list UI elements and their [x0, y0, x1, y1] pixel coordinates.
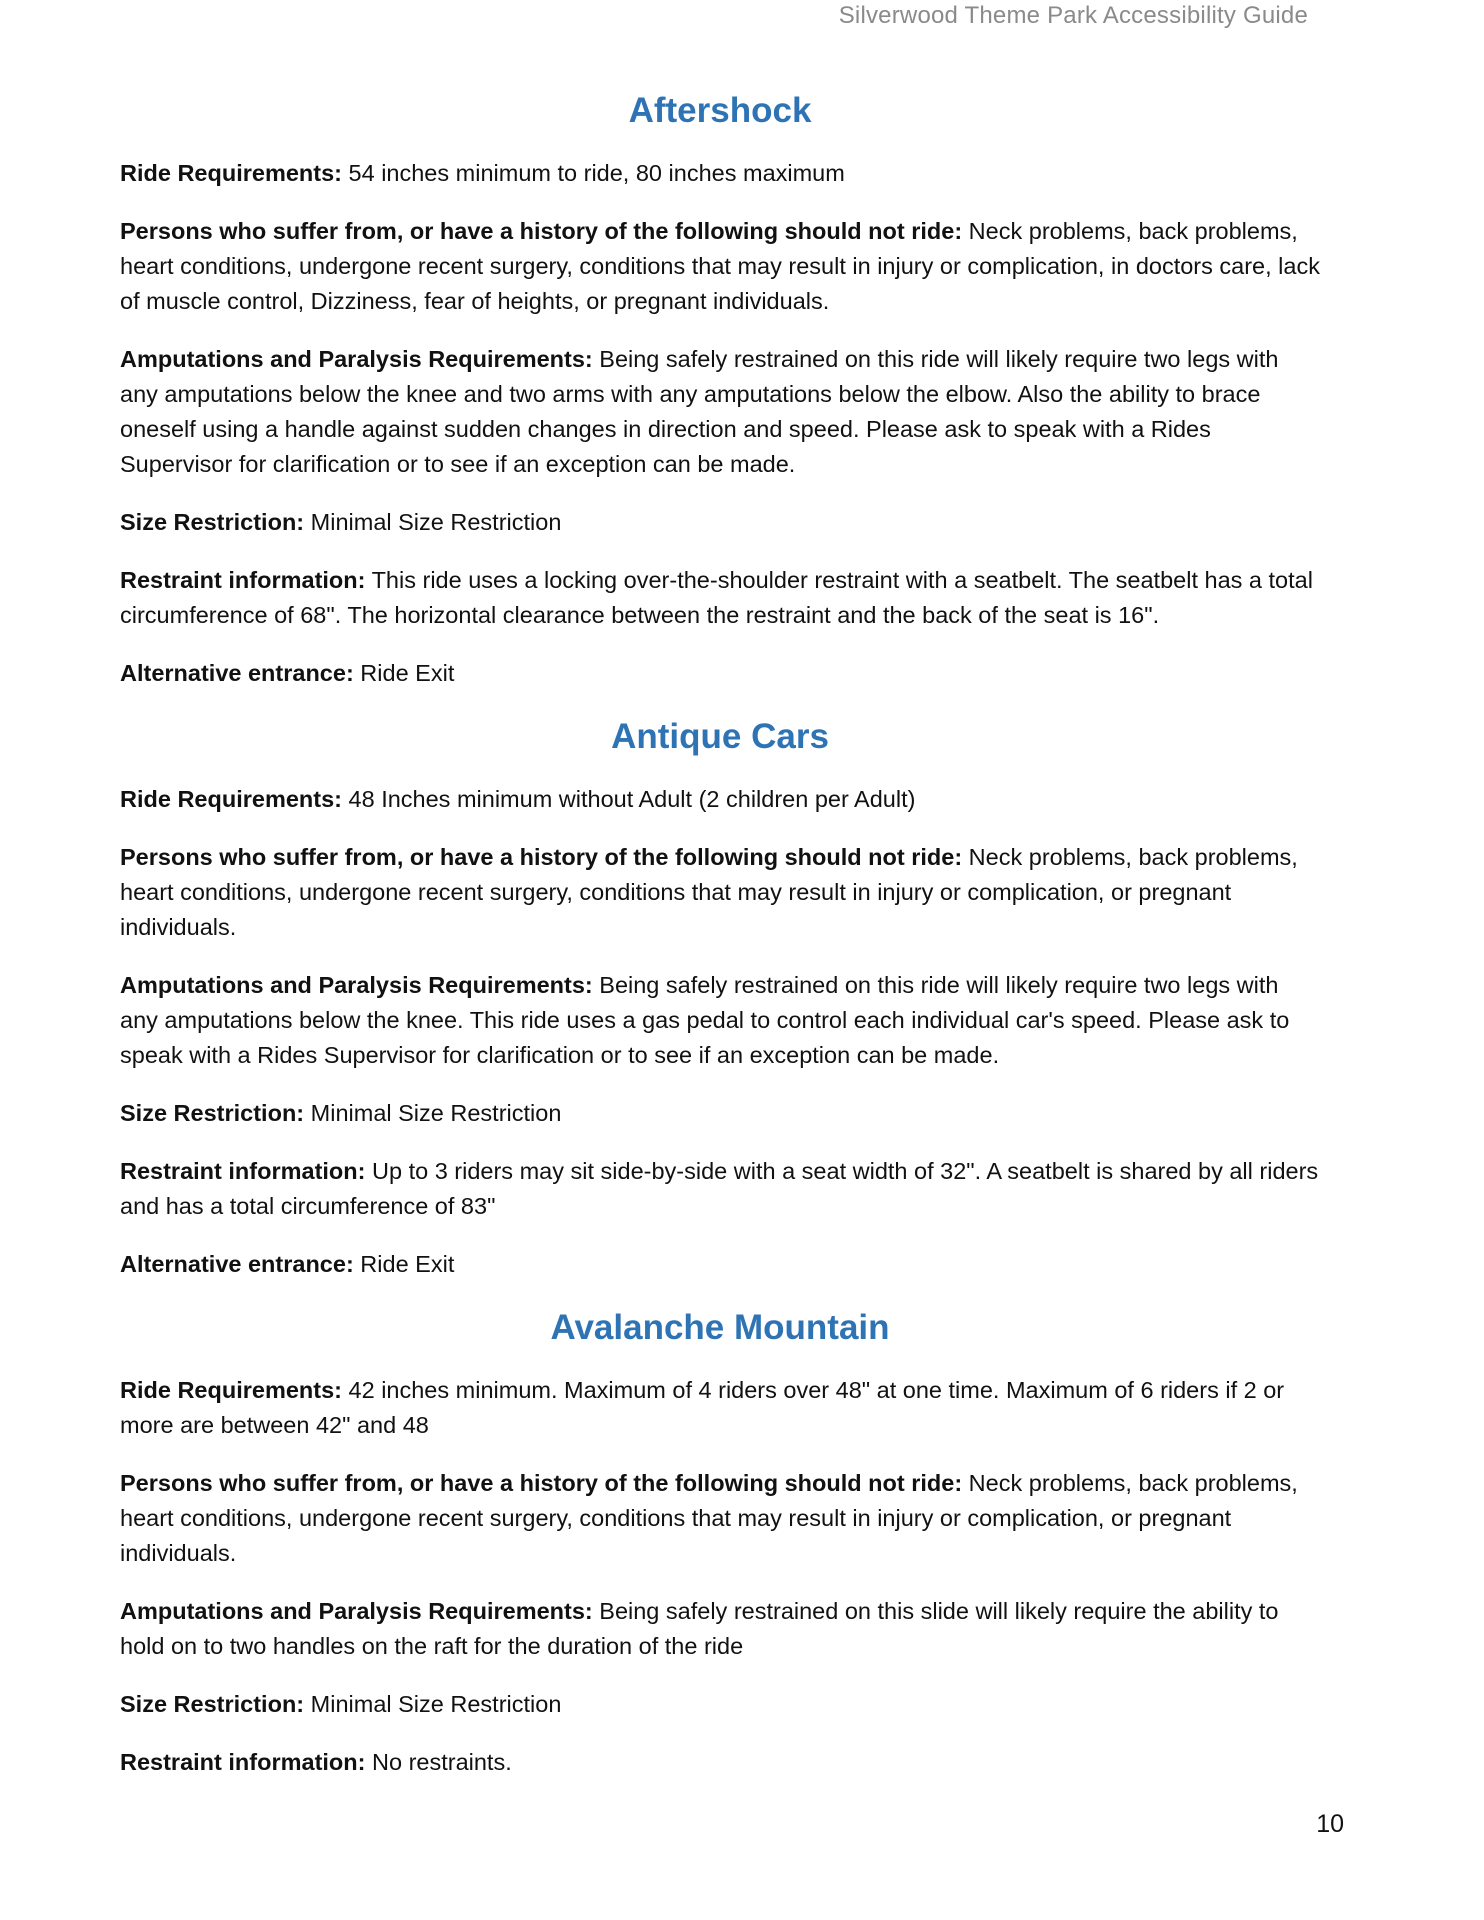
field-label: Persons who suffer from, or have a history of the following should not ride: [120, 218, 963, 244]
field-label: Amputations and Paralysis Requirements: [120, 346, 593, 372]
ride-title: Antique Cars [611, 717, 829, 756]
field-text: Minimal Size Restriction [304, 1100, 562, 1126]
field-text: Neck problems, back problems, heart conditions, undergone recent surgery, conditions that may result in injury or complication, or pregnant individuals. [120, 1470, 1298, 1566]
field-label: Size Restriction: [120, 509, 305, 535]
field-label: Restraint information: [120, 1158, 366, 1184]
amputation-requirements [120, 1594, 1320, 1664]
field-label: Persons who suffer from, or have a history of the following should not ride: [120, 844, 963, 870]
field-text: 48 Inches minimum without Adult (2 children per Adult) [342, 786, 916, 812]
field-label: Alternative entrance: [120, 660, 354, 686]
ride-requirements [120, 156, 1320, 191]
field-label: Size Restriction: [120, 1691, 305, 1717]
field-text: This ride uses a locking over-the-shoulder restraint with a seatbelt. The seatbelt has a total circumference of 68". The horizontal clearance between the restraint and the back of the seat is 16". [120, 567, 1313, 628]
ride-section-aftershock [120, 88, 1320, 691]
restraint-information [120, 1745, 1320, 1780]
ride-section-avalanche-mountain [120, 1305, 1320, 1780]
field-label: Amputations and Paralysis Requirements: [120, 972, 593, 998]
amputation-requirements [120, 968, 1320, 1073]
amputation-requirements [120, 342, 1320, 482]
field-label: Restraint information: [120, 567, 366, 593]
ride-title: Avalanche Mountain [550, 1308, 890, 1347]
ride-title: Aftershock [628, 91, 812, 130]
field-label: Persons who suffer from, or have a history of the following should not ride: [120, 1470, 963, 1496]
alternative-entrance [120, 656, 1320, 691]
ride-requirements [120, 1373, 1320, 1443]
field-text: Ride Exit [353, 660, 455, 686]
field-text: 54 inches minimum to ride, 80 inches maximum [342, 160, 845, 186]
size-restriction [120, 1096, 1320, 1131]
size-restriction [120, 1687, 1320, 1722]
field-text: Neck problems, back problems, heart conditions, undergone recent surgery, conditions that may result in injury or complication, or pregnant individuals. [120, 844, 1298, 940]
field-label: Ride Requirements: [120, 786, 342, 812]
field-label: Size Restriction: [120, 1100, 305, 1126]
health-warnings [120, 1466, 1320, 1571]
field-text: Ride Exit [353, 1251, 455, 1277]
field-text: Being safely restrained on this slide will likely require the ability to hold on to two handles on the raft for the duration of the ride [120, 1598, 1279, 1659]
field-text: Up to 3 riders may sit side-by-side with a seat width of 32". A seatbelt is shared by all riders and has a total circumference of 83" [120, 1158, 1319, 1219]
ride-requirements [120, 782, 1320, 817]
field-text: Minimal Size Restriction [304, 1691, 562, 1717]
field-text: Neck problems, back problems, heart conditions, undergone recent surgery, conditions that may result in injury or complication, in doctors care, lack of muscle control, Dizziness, fear of heights, or pregnant individuals. [120, 218, 1320, 314]
restraint-information [120, 563, 1320, 633]
health-warnings [120, 214, 1320, 319]
field-text: 42 inches minimum. Maximum of 4 riders over 48" at one time. Maximum of 6 riders if 2 or more are between 42" and 48 [120, 1377, 1285, 1438]
restraint-information [120, 1154, 1320, 1224]
page-number: 10 [1316, 1810, 1344, 1838]
field-label: Ride Requirements: [120, 1377, 342, 1403]
field-label: Alternative entrance: [120, 1251, 354, 1277]
field-label: Ride Requirements: [120, 160, 342, 186]
field-text: Being safely restrained on this ride will likely require two legs with any amputations below the knee. This ride uses a gas pedal to control each individual car's speed. Please ask to speak with a Rides Supervisor for clarification or to see if an exception can be made. [120, 972, 1290, 1068]
field-label: Amputations and Paralysis Requirements: [120, 1598, 593, 1624]
field-text: Being safely restrained on this ride will likely require two legs with any amputations below the knee and two arms with any amputations below the elbow. Also the ability to brace oneself using a handle against sudden changes in direction and speed. Please ask to speak with a Rides Supervisor for clarification or to see if an exception can be made. [120, 346, 1279, 477]
field-text: No restraints. [365, 1749, 512, 1775]
field-label: Restraint information: [120, 1749, 366, 1775]
page-content [120, 88, 1320, 1803]
field-text: Minimal Size Restriction [304, 509, 562, 535]
health-warnings [120, 840, 1320, 945]
size-restriction [120, 505, 1320, 540]
running-header: Silverwood Theme Park Accessibility Guide [838, 2, 1308, 29]
alternative-entrance [120, 1247, 1320, 1282]
ride-section-antique-cars [120, 714, 1320, 1282]
